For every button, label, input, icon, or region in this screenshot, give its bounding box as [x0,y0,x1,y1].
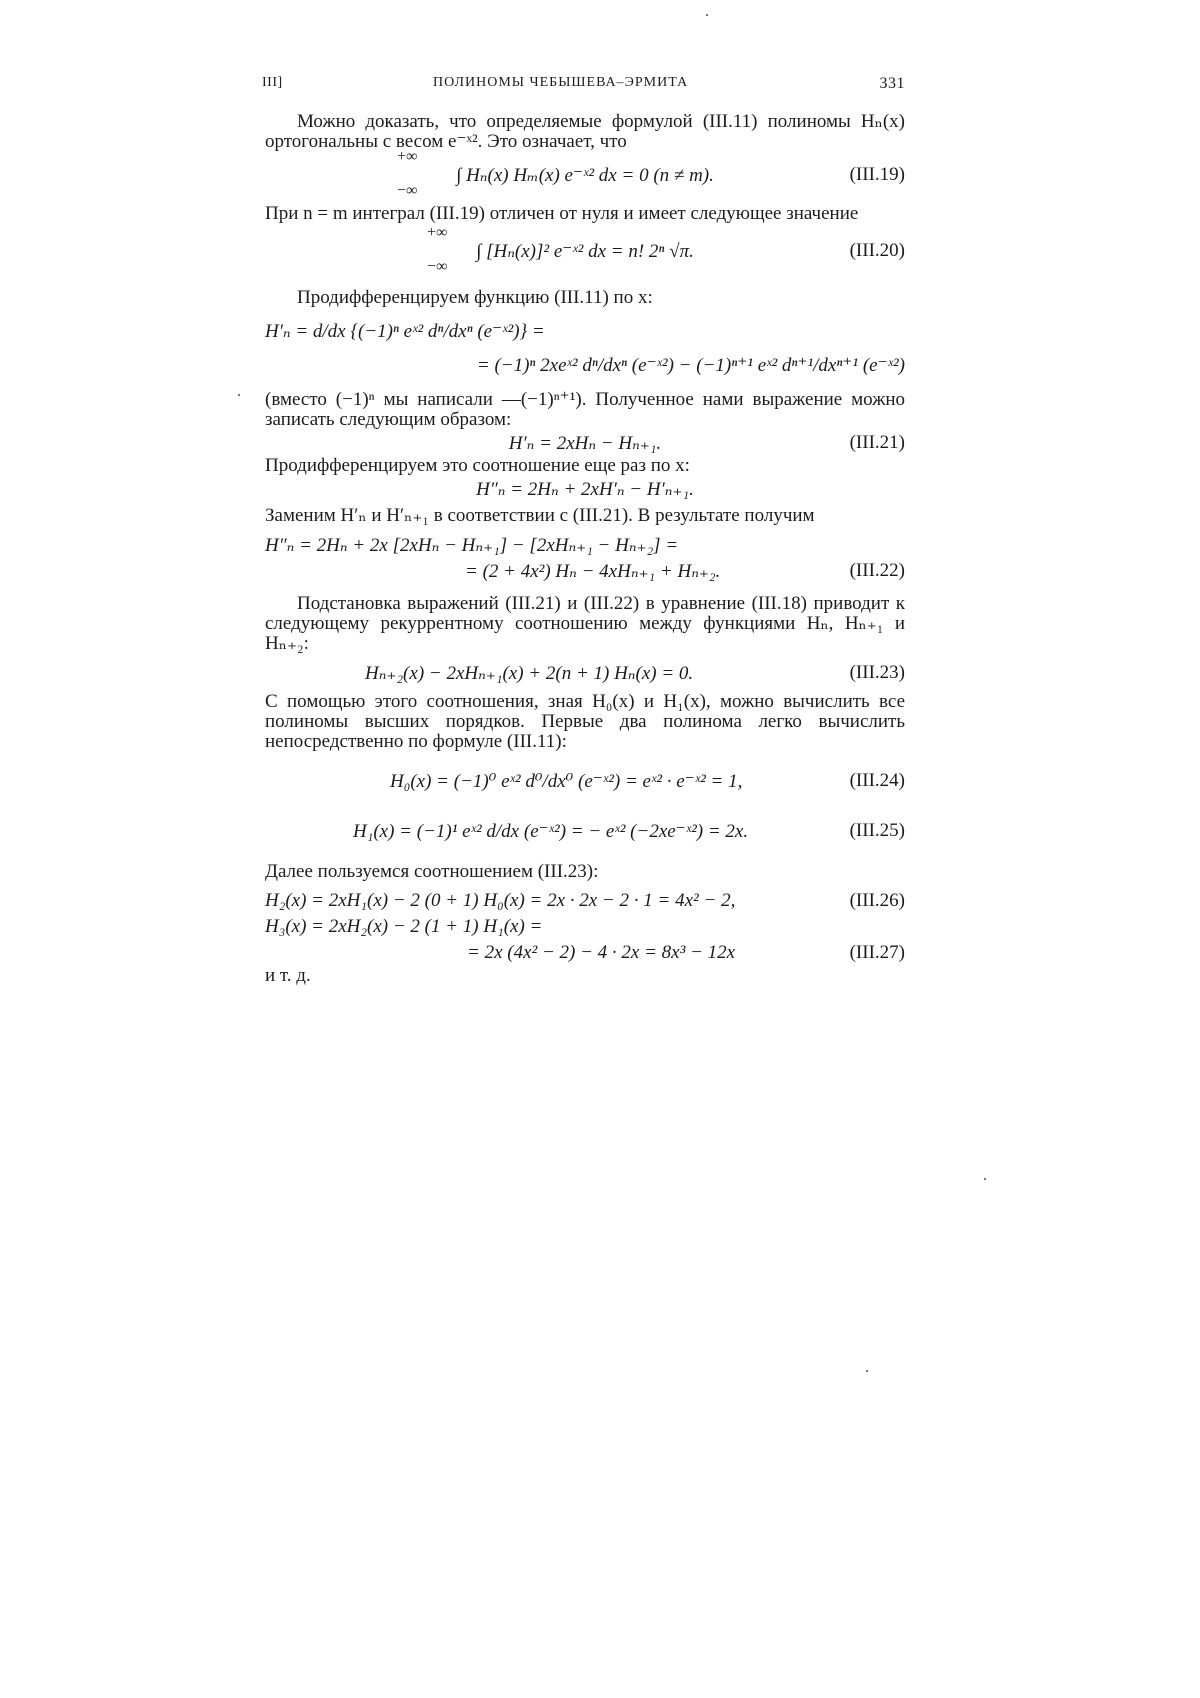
equation-III-20 [265,224,905,274]
equation-number: (III.22) [849,560,905,581]
equation-number: (III.21) [849,432,905,453]
equation-number: (III.19) [849,164,905,185]
scan-speck [238,394,240,396]
equation-body: = 2x (4x² − 2) − 4 · 2x = 8x³ − 12x [467,942,736,963]
integral-lower-limit: −∞ [427,258,448,275]
scan-speck [984,1178,986,1180]
equation-body: = (2 + 4x²) Hₙ − 4xHₙ₊₁ + Hₙ₊₂. [465,561,721,582]
equation-III-25 [265,812,905,852]
paragraph-instead-of: (вместо (−1)ⁿ мы написали —(−1)ⁿ⁺¹). Полученное нами выражение можно записать следующим образом: [265,389,905,430]
paragraph-replace: Заменим H′ₙ и H′ₙ₊₁ в соответствии с (III.21). В результате получим [265,505,815,526]
equation-number: (III.26) [849,890,905,911]
integral-lower-limit: −∞ [397,182,418,199]
equation-III-26 [265,888,905,914]
paragraph-substitution: Подстановка выражений (III.21) и (III.22) в уравнение (III.18) приводит к следующему рекуррентному соотношению между функциями Hₙ, Hₙ₊₁ и Hₙ₊₂: [265,593,905,654]
equation-body: H₀(x) = (−1)⁰ eˣ² d⁰/dx⁰ (e⁻ˣ²) = eˣ² · e⁻ˣ² = 1, [390,771,743,792]
equation-III-27-line-2 [265,940,905,966]
running-header [262,70,905,94]
book-page [262,70,905,986]
equation-derivative-line-1 [265,314,905,348]
scan-speck [866,1370,868,1372]
scan-speck [706,14,708,16]
equation-III-27-line-1 [265,914,905,940]
equation-body: H′ₙ = d/dx {(−1)ⁿ eˣ² dⁿ/dxⁿ (e⁻ˣ²)} = [265,321,545,342]
equation-derivative-line-2 [265,348,905,384]
equation-body: H₁(x) = (−1)¹ eˣ² d/dx (e⁻ˣ²) = − eˣ² (−2xe⁻ˣ²) = 2x. [353,821,749,842]
equation-number: (III.23) [849,662,905,683]
equation-body: ∫ Hₙ(x) Hₘ(x) e⁻ˣ² dx = 0 (n ≠ m). [456,165,714,186]
equation-second-derivative [265,476,905,506]
paragraph-n-equals-m: При n = m интеграл (III.19) отличен от нуля и имеет следующее значение [265,203,859,224]
section-mark: III] [262,75,283,90]
equation-body: = (−1)ⁿ 2xeˣ² dⁿ/dxⁿ (e⁻ˣ²) − (−1)ⁿ⁺¹ eˣ² dⁿ⁺¹/dxⁿ⁺¹ (e⁻ˣ²) [476,355,905,376]
equation-number: (III.24) [849,770,905,791]
paragraph-orthogonality: Можно доказать, что определяемые формулой (III.11) полиномы Hₙ(x) ортогональны с весом e⁻ˣ². Это означает, что [265,111,905,152]
equation-III-22-line-2 [265,558,905,584]
paragraph-differentiate: Продифференцируем функцию (III.11) по x: [297,287,653,308]
integral-upper-limit: +∞ [397,148,418,165]
equation-III-21 [265,430,905,456]
equation-III-23 [265,660,905,686]
equation-body: H₃(x) = 2xH₂(x) − 2 (1 + 1) H₁(x) = [265,916,543,937]
paragraph-differentiate-again: Продифференцируем это соотношение еще раз по x: [265,455,690,476]
running-title: ПОЛИНОМЫ ЧЕБЫШЕВА–ЭРМИТА [433,75,689,90]
equation-body: H₂(x) = 2xH₁(x) − 2 (0 + 1) H₀(x) = 2x · 2x − 2 · 1 = 4x² − 2, [265,890,736,911]
equation-body: H″ₙ = 2Hₙ + 2xH′ₙ − H′ₙ₊₁. [476,479,694,500]
equation-number: (III.25) [849,820,905,841]
equation-III-24 [265,762,905,802]
paragraph-higher-orders: С помощью этого соотношения, зная H₀(x) и H₁(x), можно вычислить все полиномы высших порядков. Первые два полинома легко вычислить непосредственно по формуле (III.11): [265,691,905,752]
equation-body: Hₙ₊₂(x) − 2xHₙ₊₁(x) + 2(n + 1) Hₙ(x) = 0. [365,663,694,684]
page-number: 331 [879,75,905,92]
equation-body: ∫ [Hₙ(x)]² e⁻ˣ² dx = n! 2ⁿ √π. [476,241,694,262]
equation-number: (III.27) [849,942,905,963]
integral-upper-limit: +∞ [427,224,448,241]
equation-III-19 [265,148,905,199]
equation-body: H′ₙ = 2xHₙ − Hₙ₊₁. [508,433,662,454]
paragraph-etc: и т. д. [265,965,311,986]
equation-III-22-line-1 [265,532,905,558]
equation-number: (III.20) [849,240,905,261]
equation-body: H″ₙ = 2Hₙ + 2x [2xHₙ − Hₙ₊₁] − [2xHₙ₊₁ − Hₙ₊₂] = [265,535,679,556]
paragraph-further: Далее пользуемся соотношением (III.23): [265,861,599,882]
